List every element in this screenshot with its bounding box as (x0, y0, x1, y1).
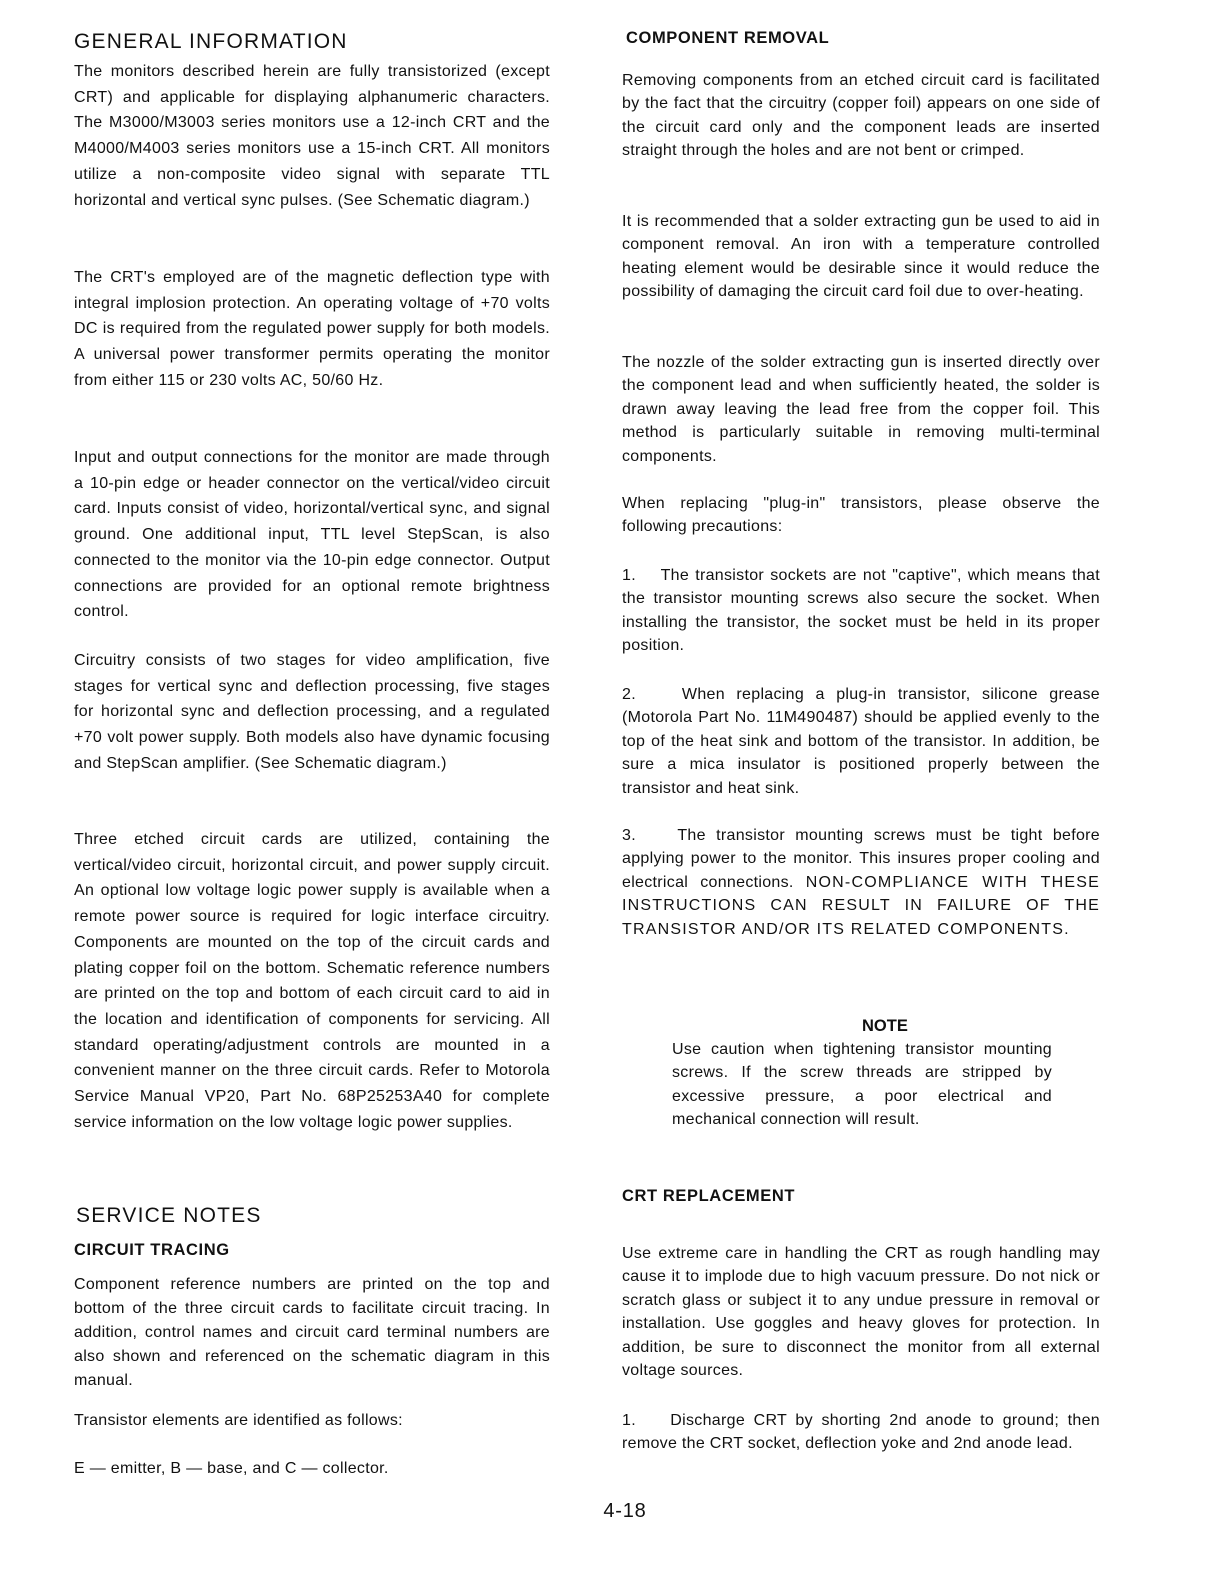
circuit-tracing-paragraph-1: Component reference numbers are printed on the top and bottom of the three circuit cards to facilitate circuit tracing. In addition, control names and circuit card terminal numbers are also shown and referenced on the schematic diagram in this manual. (74, 1276, 550, 1389)
circuit-tracing-paragraph-3: E — emitter, B — base, and C — collector. (74, 1460, 389, 1477)
general-information-heading: GENERAL INFORMATION (74, 30, 348, 53)
precaution-item-2: 2. When replacing a plug-in transistor, silicone grease (Motorola Part No. 11M490487) should be applied evenly to the top of the heat sink and bottom of the transistor. In addition, be sure a mica insulator is positioned properly between the transistor and heat sink. (622, 686, 1100, 797)
component-removal-paragraph-4: When replacing "plug-in" transistors, please observe the following precautions: (622, 495, 1100, 536)
precaution-warning-text: NON-COMPLIANCE WITH THESE INSTRUCTIONS CAN RESULT IN FAILURE OF THE TRANSISTOR AND/OR ITS RELATED COMPONENTS. (622, 873, 1100, 938)
general-info-paragraph-2: The CRT's employed are of the magnetic deflection type with integral implosion protection. An operating voltage of +70 volts DC is required from the regulated power supply for both models. A universal power transformer permits operating the monitor from either 115 or 230 volts AC, 50/60 Hz. (74, 269, 550, 389)
general-info-paragraph-5: Three etched circuit cards are utilized, containing the vertical/video circuit, horizontal circuit, and power supply circuit. An optional low voltage logic power supply is available when a remote power source is required for logic interface circuitry. Components are mounted on the top of the circuit cards and plating copper foil on the bottom. Schematic reference numbers are printed on the top and bottom of each circuit card to aid in the location and identification of components for servicing. All standard operating/adjustment controls are mounted in a convenient manner on the three circuit cards. Refer to Motorola Service Manual VP20, Part No. 68P25253A40 for complete service information on the low voltage logic power supplies. (74, 831, 550, 1131)
precaution-item-3-text: 3. The transistor mounting screws must be tight before applying power to the monitor. This insures proper cooling and electrical connections. (622, 827, 1100, 891)
component-removal-paragraph-3: The nozzle of the solder extracting gun is inserted directly over the component lead and when sufficiently heated, the solder is drawn away leaving the lead free from the copper foil. This method is particularly suitable in removing multi-terminal components. (622, 354, 1100, 465)
crt-replacement-paragraph: Use extreme care in handling the CRT as rough handling may cause it to implode due to high vacuum pressure. Do not nick or scratch glass or subject it to any undue pressure in removal or installation. Use goggles and heavy gloves for protection. In addition, be sure to disconnect the monitor from all external voltage sources. (622, 1245, 1100, 1380)
crt-replacement-heading: CRT REPLACEMENT (622, 1187, 796, 1205)
circuit-tracing-heading: CIRCUIT TRACING (74, 1241, 230, 1259)
component-removal-paragraph-2: It is recommended that a solder extracting gun be used to aid in component removal. An iron with a temperature controlled heating element would be desirable since it would reduce the possibility of damaging the circuit card foil due to over-heating. (622, 213, 1100, 301)
component-removal-heading: COMPONENT REMOVAL (626, 29, 830, 47)
circuit-tracing-paragraph-2: Transistor elements are identified as follows: (74, 1412, 403, 1429)
general-info-paragraph-4: Circuitry consists of two stages for video amplification, five stages for vertical sync and deflection processing, five stages for horizontal sync and deflection processing, and a regulated +70 volt power supply. Both models also have dynamic focusing and StepScan amplifier. (See Schematic diagram.) (74, 652, 550, 772)
general-info-paragraph-3: Input and output connections for the monitor are made through a 10-pin edge or header connector on the vertical/video circuit card. Inputs consist of video, horizontal/vertical sync, and signal ground. One additional input, TTL level StepScan, is also connected to the monitor via the 10-pin edge connector. Output connections are provided for an optional remote brightness control. (74, 449, 550, 621)
crt-replacement-item-1: 1. Discharge CRT by shorting 2nd anode to ground; then remove the CRT socket, deflection yoke and 2nd anode lead. (622, 1412, 1100, 1453)
component-removal-paragraph-1: Removing components from an etched circuit card is facilitated by the fact that the circuitry (copper foil) appears on one side of the circuit card only and the component leads are inserted straight through the holes and are not bent or crimped. (622, 72, 1100, 160)
precaution-item-1: 1. The transistor sockets are not "captive", which means that the transistor mounting screws also secure the socket. When installing the transistor, the socket must be held in its proper position. (622, 567, 1100, 655)
service-notes-heading: SERVICE NOTES (76, 1204, 262, 1227)
page-number: 4-18 (603, 1500, 647, 1522)
general-info-paragraph-1: The monitors described herein are fully transistorized (except CRT) and applicable for displaying alphanumeric characters. The M3000/M3003 series monitors use a 12-inch CRT and the M4000/M4003 series monitors use a 15-inch CRT. All monitors utilize a non-composite video signal with separate TTL horizontal and vertical sync pulses. (See Schematic diagram.) (74, 63, 550, 209)
precaution-item-3 (622, 824, 1100, 941)
note-text: Use caution when tightening transistor mounting screws. If the screw threads are stripped by excessive pressure, a poor electrical and mechanical connection will result. (672, 1041, 1052, 1129)
